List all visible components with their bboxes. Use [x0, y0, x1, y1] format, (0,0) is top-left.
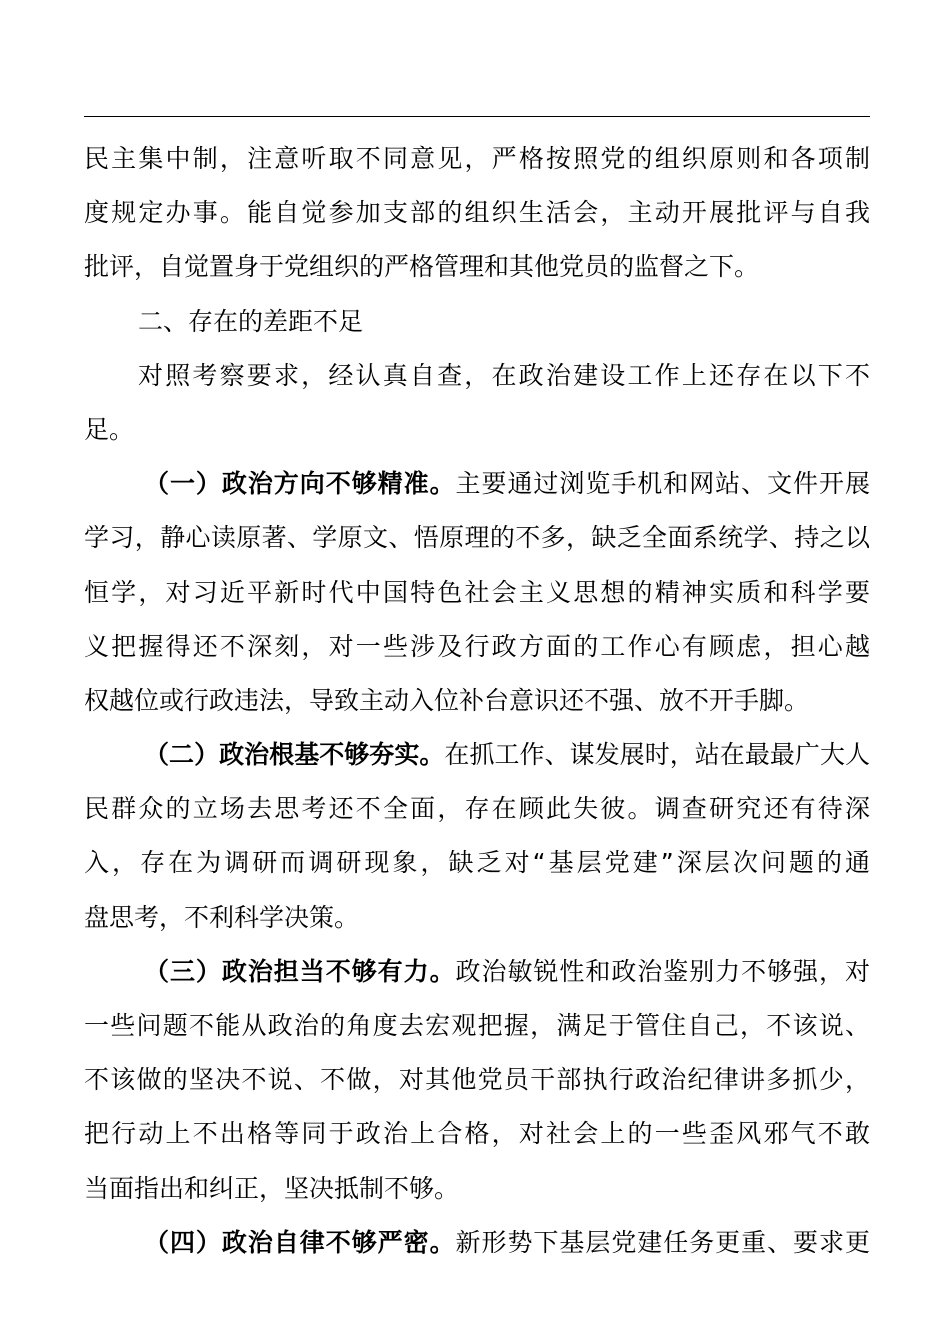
- text-run: 政治敏锐性和政治鉴别力不够强，对: [455, 956, 870, 986]
- text-line: 盘思考，不利科学决策。: [84, 902, 360, 932]
- text-run: 新形势下基层党建任务更重、要求更: [455, 1227, 870, 1257]
- text-line: 民群众的立场去思考还不全面，存在顾此失彼。调查研究还有待深: [84, 794, 870, 824]
- section-heading-shortcomings: [84, 295, 870, 349]
- text-line: 当面指出和纠正，坚决抵制不够。: [84, 1173, 460, 1203]
- paragraph-political-foundation: [84, 728, 870, 945]
- text-line: [84, 1216, 870, 1270]
- item-heading-3: （三）政治担当不够有力。: [144, 956, 456, 986]
- text-line: 批评，自觉置身于党组织的严格管理和其他党员的监督之下。: [84, 252, 760, 282]
- text-line: [84, 945, 870, 999]
- item-heading-4: （四）政治自律不够严密。: [144, 1227, 456, 1257]
- header-rule: [84, 116, 870, 117]
- text-line: 民主集中制，注意听取不同意见，严格按照党的组织原则和各项制: [84, 144, 870, 173]
- paragraph-political-direction: [84, 457, 870, 728]
- paragraph-political-discipline: [84, 1216, 870, 1270]
- paragraph-political-responsibility: [84, 945, 870, 1216]
- text-line: 足。: [84, 414, 135, 444]
- text-line: 把行动上不出格等同于政治上合格，对社会上的一些歪风邪气不敢: [84, 1119, 870, 1149]
- text-line: 权越位或行政违法，导致主动入位补台意识还不强、放不开手脚。: [84, 685, 810, 715]
- text-run: 在抓工作、谋发展时，站在最最广大人: [444, 740, 870, 770]
- text-line: 学习，静心读原著、学原文、悟原理的不多，缺乏全面系统学、持之以: [84, 523, 870, 553]
- text-line: [84, 457, 870, 511]
- text-line: 不该做的坚决不说、不做，对其他党员干部执行政治纪律讲多抓少，: [84, 1065, 870, 1095]
- section-heading: 二、存在的差距不足: [138, 306, 364, 336]
- text-run: 主要通过浏览手机和网站、文件开展: [455, 469, 870, 499]
- text-line: 义把握得还不深刻，对一些涉及行政方面的工作心有顾虑，担心越: [84, 631, 870, 661]
- text-line: 入，存在为调研而调研现象，缺乏对“基层党建”深层次问题的通: [84, 848, 870, 878]
- text-line: [84, 728, 870, 782]
- text-line: 对照考察要求，经认真自查，在政治建设工作上还存在以下不: [138, 360, 870, 390]
- text-line: 一些问题不能从政治的角度去宏观把握，满足于管住自己，不该说、: [84, 1011, 870, 1040]
- paragraph-democratic-centralism: [84, 132, 870, 295]
- text-line: 度规定办事。能自觉参加支部的组织生活会，主动开展批评与自我: [84, 198, 870, 228]
- item-heading-2: （二）政治根基不够夯实。: [144, 740, 445, 770]
- document-body: [84, 132, 870, 1270]
- item-heading-1: （一）政治方向不够精准。: [144, 469, 456, 499]
- paragraph-self-check: [84, 349, 870, 457]
- text-line: 恒学，对习近平新时代中国特色社会主义思想的精神实质和科学要: [84, 577, 870, 607]
